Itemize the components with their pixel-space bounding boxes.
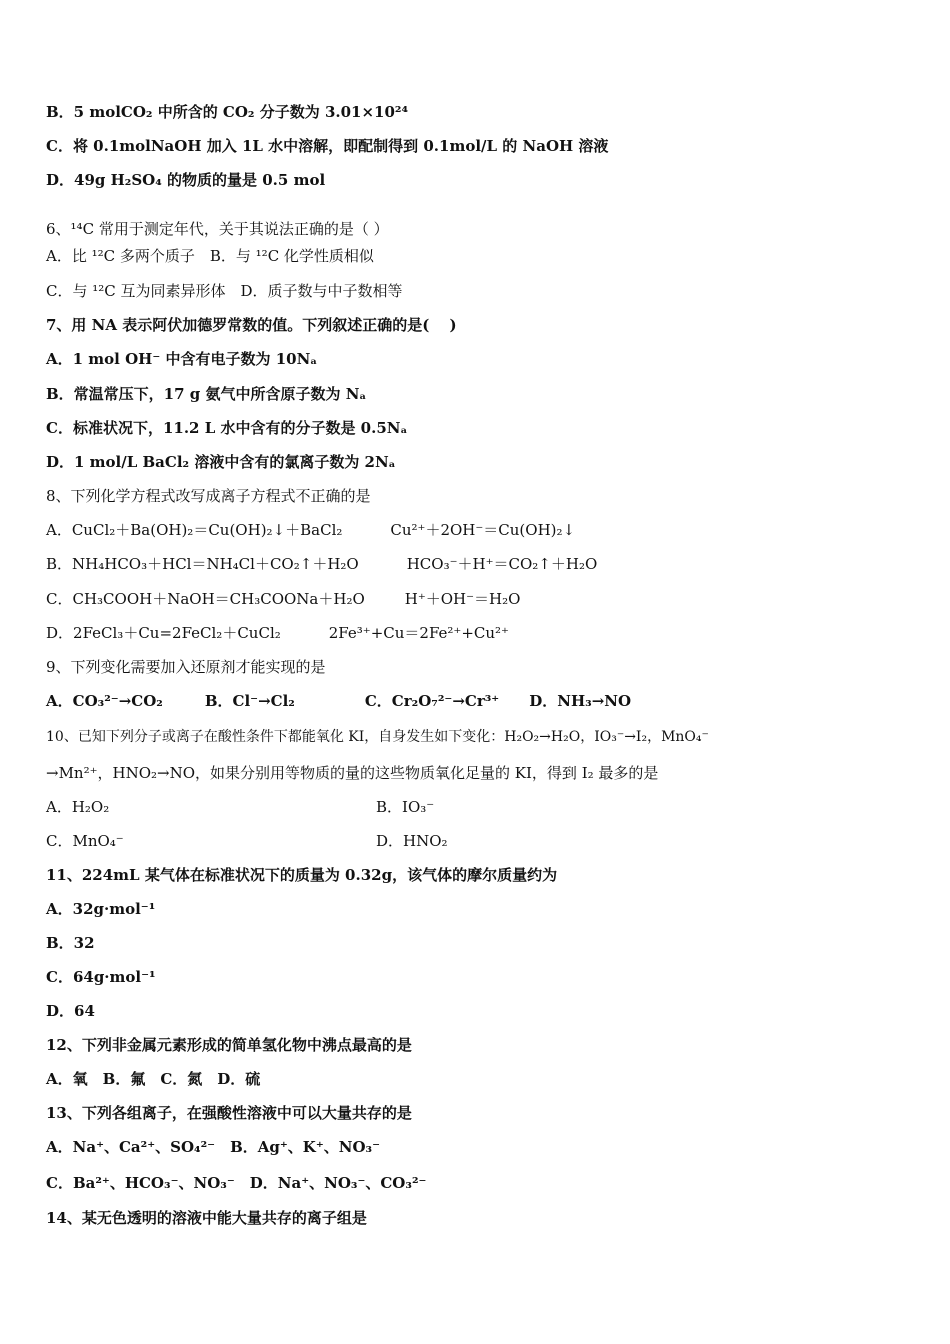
- q9-option-d: D．NH₃→NO: [529, 692, 632, 710]
- q10-stem-line2: →Mn²⁺，HNO₂→NO，如果分别用等物质的量的这些物质氧化足量的 KI，得到 I₂ 最多的是: [46, 764, 659, 782]
- q7-option-b: B．常温常压下，17 g 氨气中所含原子数为 Nₐ: [46, 385, 367, 403]
- q9-options: [46, 691, 631, 711]
- q11-stem: 11、224mL 某气体在标准状况下的质量为 0.32g，该气体的摩尔质量约为: [46, 866, 558, 884]
- q8-a-equation: A．CuCl₂＋Ba(OH)₂＝Cu(OH)₂↓＋BaCl₂: [46, 521, 343, 539]
- q6-options-ab: A．比 ¹²C 多两个质子 B．与 ¹²C 化学性质相似: [46, 247, 374, 265]
- q10-option-c: C．MnO₄⁻: [46, 832, 124, 850]
- q14-stem: 14、某无色透明的溶液中能大量共存的离子组是: [46, 1209, 367, 1227]
- q9-option-c: C．Cr₂O₇²⁻→Cr³⁺: [364, 692, 500, 710]
- q12-stem: 12、下列非金属元素形成的简单氢化物中沸点最高的是: [46, 1036, 412, 1054]
- q8-stem: 8、下列化学方程式改写成离子方程式不正确的是: [46, 487, 371, 505]
- q13-stem: 13、下列各组离子，在强酸性溶液中可以大量共存的是: [46, 1104, 412, 1122]
- q8-option-a: [46, 520, 575, 540]
- q12-options: A．氧 B．氟 C．氮 D．硫: [46, 1070, 261, 1088]
- q7-option-c: C．标准状况下，11.2 L 水中含有的分子数是 0.5Nₐ: [46, 419, 408, 437]
- q7-stem: 7、用 NA 表示阿伏加德罗常数的值。下列叙述正确的是( ): [46, 316, 457, 334]
- q11-option-b: B．32: [46, 934, 95, 952]
- q11-option-c: C．64g·mol⁻¹: [46, 968, 156, 986]
- q7-option-d: D．1 mol/L BaCl₂ 溶液中含有的氯离子数为 2Nₐ: [46, 453, 396, 471]
- q9-option-a: A．CO₃²⁻→CO₂: [46, 692, 163, 710]
- q10-stem-line1: 10、已知下列分子或离子在酸性条件下都能氧化 KI，自身发生如下变化：H₂O₂→H₂O，IO₃⁻→I₂，MnO₄⁻: [46, 729, 709, 745]
- q8-a-ionic: Cu²⁺＋2OH⁻＝Cu(OH)₂↓: [390, 521, 576, 539]
- q9-stem: 9、下列变化需要加入还原剂才能实现的是: [46, 658, 326, 676]
- q8-d-ionic: 2Fe³⁺+Cu＝2Fe²⁺+Cu²⁺: [328, 624, 509, 642]
- q5-option-c: C．将 0.1molNaOH 加入 1L 水中溶解，即配制得到 0.1mol/L 的 NaOH 溶液: [46, 137, 609, 155]
- q6-options-cd: C．与 ¹²C 互为同素异形体 D．质子数与中子数相等: [46, 282, 403, 300]
- q11-option-a: A．32g·mol⁻¹: [46, 900, 156, 918]
- q8-option-b: [46, 554, 597, 574]
- q8-option-d: [46, 623, 509, 643]
- q10-option-a: A．H₂O₂: [46, 798, 110, 816]
- q6-stem: 6、¹⁴C 常用于测定年代，关于其说法正确的是（ ）: [46, 220, 389, 238]
- q10-options-ab: [46, 797, 109, 817]
- q8-option-c: [46, 589, 520, 609]
- q5-option-d: D．49g H₂SO₄ 的物质的量是 0.5 mol: [46, 171, 326, 189]
- q10-option-b: B．IO₃⁻: [376, 798, 435, 816]
- q9-option-b: B．Cl⁻→Cl₂: [204, 692, 295, 710]
- q8-b-equation: B．NH₄HCO₃＋HCl＝NH₄Cl＋CO₂↑＋H₂O: [46, 555, 359, 573]
- q13-options-ab: A．Na⁺、Ca²⁺、SO₄²⁻ B．Ag⁺、K⁺、NO₃⁻: [46, 1138, 381, 1156]
- q13-options-cd: C．Ba²⁺、HCO₃⁻、NO₃⁻ D．Na⁺、NO₃⁻、CO₃²⁻: [46, 1174, 427, 1192]
- q8-c-equation: C．CH₃COOH＋NaOH＝CH₃COONa＋H₂O: [46, 590, 365, 608]
- q5-option-b: B．5 molCO₂ 中所含的 CO₂ 分子数为 3.01×10²⁴: [46, 103, 409, 121]
- q10-option-d: D．HNO₂: [376, 832, 448, 850]
- q8-d-equation: D．2FeCl₃＋Cu=2FeCl₂＋CuCl₂: [46, 624, 281, 642]
- q8-b-ionic: HCO₃⁻＋H⁺＝CO₂↑＋H₂O: [406, 555, 598, 573]
- q11-option-d: D．64: [46, 1002, 95, 1020]
- q8-c-ionic: H⁺＋OH⁻＝H₂O: [404, 590, 521, 608]
- q7-option-a: A．1 mol OH⁻ 中含有电子数为 10Nₐ: [46, 350, 318, 368]
